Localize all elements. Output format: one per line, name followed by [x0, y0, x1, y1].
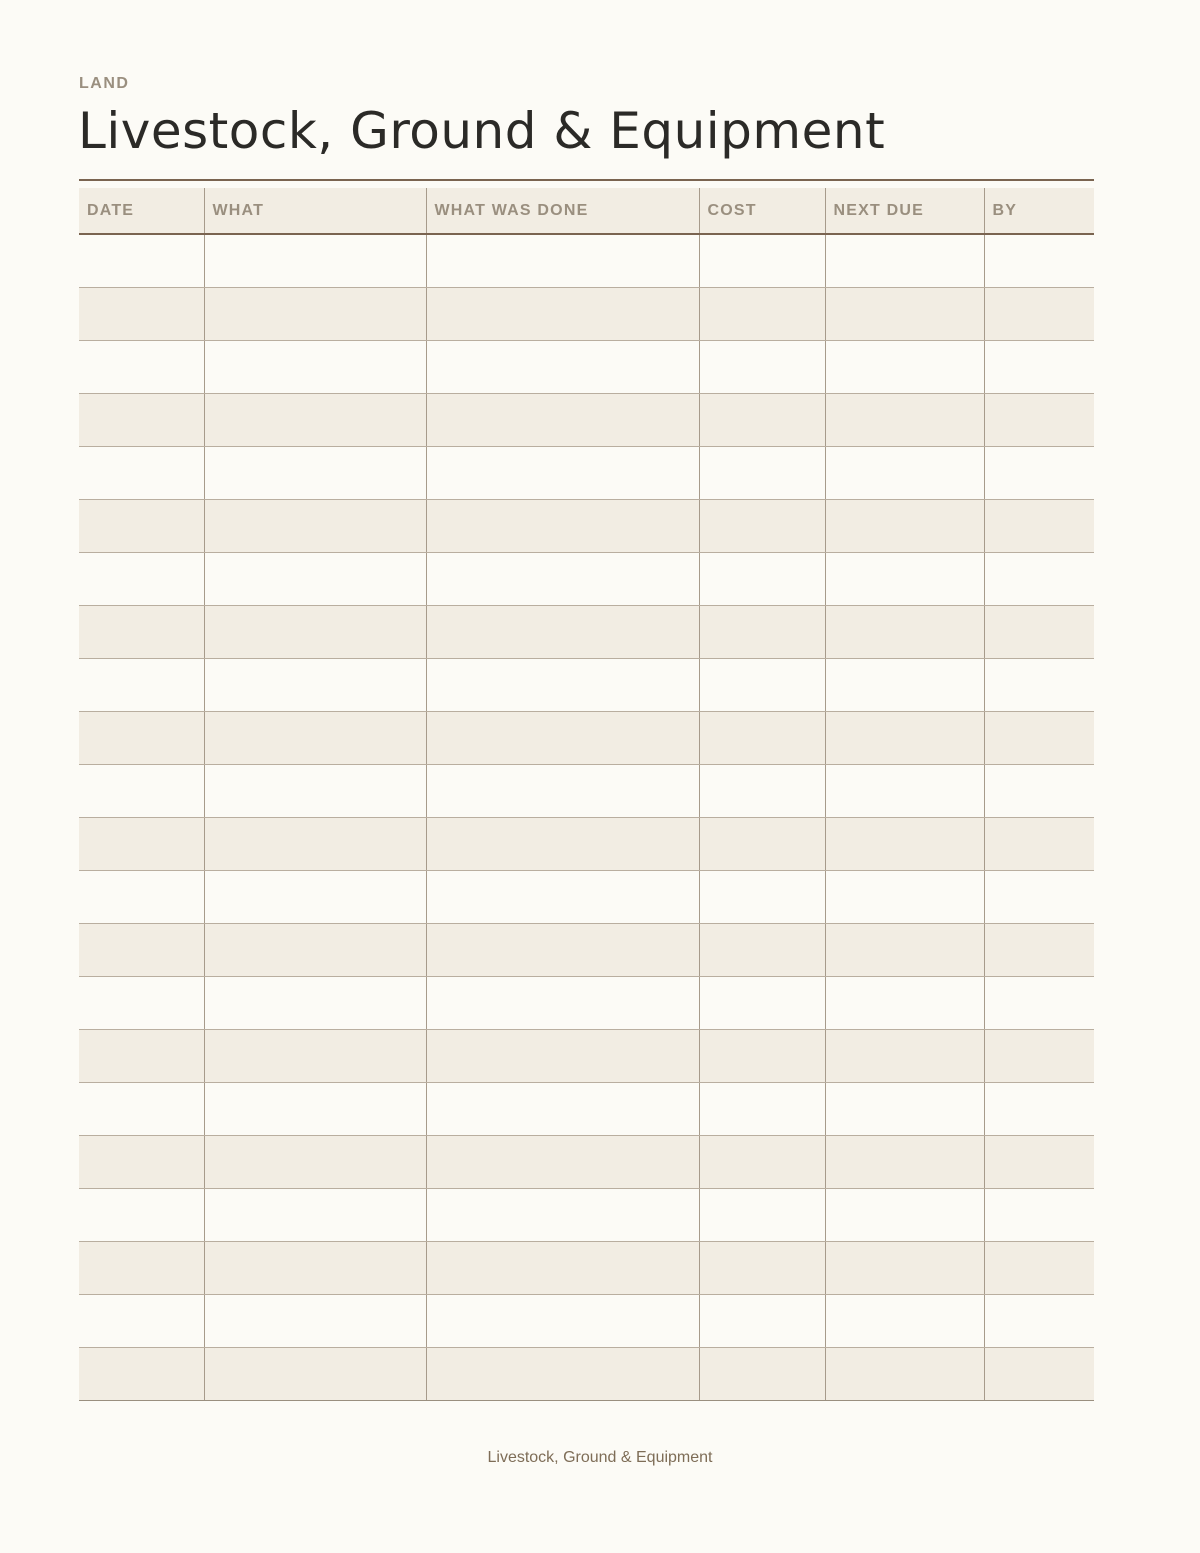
cell-what-was-done[interactable]: [426, 817, 699, 870]
cell-what-was-done[interactable]: [426, 1241, 699, 1294]
cell-date[interactable]: [79, 1029, 204, 1082]
cell-what-was-done[interactable]: [426, 1135, 699, 1188]
table-row: [79, 1082, 1094, 1135]
header-row: [79, 188, 1094, 234]
cell-by[interactable]: [984, 764, 1094, 817]
cell-by[interactable]: [984, 234, 1094, 287]
cell-what[interactable]: [204, 552, 426, 605]
cell-by[interactable]: [984, 711, 1094, 764]
cell-date[interactable]: [79, 446, 204, 499]
cell-next-due[interactable]: [825, 340, 984, 393]
cell-date[interactable]: [79, 605, 204, 658]
column-header-next-due: NEXT DUE: [825, 188, 984, 234]
cell-next-due[interactable]: [825, 234, 984, 287]
cell-date[interactable]: [79, 711, 204, 764]
cell-next-due[interactable]: [825, 1188, 984, 1241]
cell-what-was-done[interactable]: [426, 552, 699, 605]
cell-what-was-done[interactable]: [426, 764, 699, 817]
table-row: [79, 552, 1094, 605]
cell-what[interactable]: [204, 817, 426, 870]
cell-next-due[interactable]: [825, 976, 984, 1029]
cell-what-was-done[interactable]: [426, 340, 699, 393]
table-row: [79, 287, 1094, 340]
table-row: [79, 1347, 1094, 1400]
cell-what-was-done[interactable]: [426, 234, 699, 287]
table-row: [79, 976, 1094, 1029]
cell-by[interactable]: [984, 1241, 1094, 1294]
column-header-date: DATE: [79, 188, 204, 234]
cell-what-was-done[interactable]: [426, 1188, 699, 1241]
cell-what[interactable]: [204, 1294, 426, 1347]
table-row: [79, 1241, 1094, 1294]
cell-next-due[interactable]: [825, 393, 984, 446]
cell-date[interactable]: [79, 658, 204, 711]
table-row: [79, 817, 1094, 870]
cell-cost[interactable]: [699, 976, 825, 1029]
table-row: [79, 499, 1094, 552]
cell-by[interactable]: [984, 552, 1094, 605]
cell-next-due[interactable]: [825, 1347, 984, 1400]
cell-date[interactable]: [79, 1188, 204, 1241]
cell-what-was-done[interactable]: [426, 393, 699, 446]
cell-next-due[interactable]: [825, 923, 984, 976]
cell-by[interactable]: [984, 287, 1094, 340]
cell-next-due[interactable]: [825, 287, 984, 340]
cell-by[interactable]: [984, 499, 1094, 552]
cell-next-due[interactable]: [825, 499, 984, 552]
cell-by[interactable]: [984, 923, 1094, 976]
column-header-by: BY: [984, 188, 1094, 234]
cell-what[interactable]: [204, 340, 426, 393]
cell-cost[interactable]: [699, 287, 825, 340]
cell-what[interactable]: [204, 287, 426, 340]
cell-what-was-done[interactable]: [426, 1294, 699, 1347]
section-label: LAND: [79, 75, 130, 92]
cell-cost[interactable]: [699, 764, 825, 817]
cell-what-was-done[interactable]: [426, 605, 699, 658]
cell-what-was-done[interactable]: [426, 1347, 699, 1400]
cell-what-was-done[interactable]: [426, 870, 699, 923]
cell-date[interactable]: [79, 1241, 204, 1294]
cell-by[interactable]: [984, 817, 1094, 870]
cell-what-was-done[interactable]: [426, 711, 699, 764]
cell-cost[interactable]: [699, 923, 825, 976]
cell-next-due[interactable]: [825, 1029, 984, 1082]
table-row: [79, 1188, 1094, 1241]
cell-date[interactable]: [79, 764, 204, 817]
table-row: [79, 870, 1094, 923]
cell-what[interactable]: [204, 393, 426, 446]
cell-what-was-done[interactable]: [426, 923, 699, 976]
cell-date[interactable]: [79, 1294, 204, 1347]
cell-next-due[interactable]: [825, 552, 984, 605]
table-row: [79, 446, 1094, 499]
cell-what-was-done[interactable]: [426, 446, 699, 499]
table-row: [79, 658, 1094, 711]
cell-what[interactable]: [204, 976, 426, 1029]
cell-next-due[interactable]: [825, 1294, 984, 1347]
cell-cost[interactable]: [699, 1347, 825, 1400]
cell-cost[interactable]: [699, 552, 825, 605]
cell-by[interactable]: [984, 658, 1094, 711]
cell-what[interactable]: [204, 764, 426, 817]
cell-by[interactable]: [984, 1135, 1094, 1188]
cell-what[interactable]: [204, 1241, 426, 1294]
cell-by[interactable]: [984, 1347, 1094, 1400]
cell-what[interactable]: [204, 658, 426, 711]
table-row: [79, 393, 1094, 446]
table-row: [79, 923, 1094, 976]
cell-cost[interactable]: [699, 499, 825, 552]
cell-cost[interactable]: [699, 870, 825, 923]
cell-what-was-done[interactable]: [426, 1082, 699, 1135]
cell-by[interactable]: [984, 1188, 1094, 1241]
cell-next-due[interactable]: [825, 1135, 984, 1188]
cell-next-due[interactable]: [825, 605, 984, 658]
table-row: [79, 234, 1094, 287]
page-title: Livestock, Ground & Equipment: [78, 102, 886, 160]
table-row: [79, 1029, 1094, 1082]
cell-date[interactable]: [79, 923, 204, 976]
cell-next-due[interactable]: [825, 446, 984, 499]
cell-cost[interactable]: [699, 1082, 825, 1135]
footer-title: Livestock, Ground & Equipment: [487, 1449, 713, 1466]
cell-cost[interactable]: [699, 658, 825, 711]
cell-what[interactable]: [204, 1135, 426, 1188]
cell-what[interactable]: [204, 923, 426, 976]
cell-by[interactable]: [984, 446, 1094, 499]
cell-next-due[interactable]: [825, 711, 984, 764]
cell-next-due[interactable]: [825, 1241, 984, 1294]
cell-what-was-done[interactable]: [426, 287, 699, 340]
table-row: [79, 1294, 1094, 1347]
cell-by[interactable]: [984, 1082, 1094, 1135]
cell-cost[interactable]: [699, 1029, 825, 1082]
cell-what-was-done[interactable]: [426, 658, 699, 711]
cell-cost[interactable]: [699, 446, 825, 499]
cell-what[interactable]: [204, 605, 426, 658]
cell-cost[interactable]: [699, 393, 825, 446]
cell-cost[interactable]: [699, 817, 825, 870]
cell-date[interactable]: [79, 870, 204, 923]
cell-what[interactable]: [204, 499, 426, 552]
cell-cost[interactable]: [699, 340, 825, 393]
cell-next-due[interactable]: [825, 764, 984, 817]
cell-what-was-done[interactable]: [426, 976, 699, 1029]
cell-date[interactable]: [79, 340, 204, 393]
cell-date[interactable]: [79, 1135, 204, 1188]
cell-by[interactable]: [984, 1029, 1094, 1082]
cell-date[interactable]: [79, 1347, 204, 1400]
column-header-cost: COST: [699, 188, 825, 234]
cell-next-due[interactable]: [825, 870, 984, 923]
cell-cost[interactable]: [699, 711, 825, 764]
cell-what[interactable]: [204, 1347, 426, 1400]
cell-cost[interactable]: [699, 234, 825, 287]
column-header-what: WHAT: [204, 188, 426, 234]
cell-date[interactable]: [79, 287, 204, 340]
cell-date[interactable]: [79, 1082, 204, 1135]
cell-cost[interactable]: [699, 1241, 825, 1294]
cell-what[interactable]: [204, 234, 426, 287]
cell-by[interactable]: [984, 870, 1094, 923]
cell-what-was-done[interactable]: [426, 1029, 699, 1082]
cell-what[interactable]: [204, 1082, 426, 1135]
log-body: [79, 234, 1094, 1400]
cell-what[interactable]: [204, 446, 426, 499]
cell-by[interactable]: [984, 605, 1094, 658]
cell-what[interactable]: [204, 711, 426, 764]
cell-by[interactable]: [984, 976, 1094, 1029]
cell-by[interactable]: [984, 393, 1094, 446]
cell-what-was-done[interactable]: [426, 499, 699, 552]
cell-what[interactable]: [204, 1029, 426, 1082]
cell-next-due[interactable]: [825, 658, 984, 711]
cell-cost[interactable]: [699, 605, 825, 658]
cell-date[interactable]: [79, 393, 204, 446]
title-rule: [79, 179, 1094, 181]
cell-date[interactable]: [79, 976, 204, 1029]
cell-date[interactable]: [79, 499, 204, 552]
cell-cost[interactable]: [699, 1294, 825, 1347]
table-row: [79, 1135, 1094, 1188]
cell-date[interactable]: [79, 234, 204, 287]
cell-by[interactable]: [984, 340, 1094, 393]
cell-what[interactable]: [204, 870, 426, 923]
table-row: [79, 340, 1094, 393]
cell-cost[interactable]: [699, 1188, 825, 1241]
cell-cost[interactable]: [699, 1135, 825, 1188]
cell-date[interactable]: [79, 552, 204, 605]
cell-next-due[interactable]: [825, 817, 984, 870]
table-row: [79, 605, 1094, 658]
cell-what[interactable]: [204, 1188, 426, 1241]
log-table: [79, 188, 1094, 1401]
column-header-what-was-done: WHAT WAS DONE: [426, 188, 699, 234]
cell-by[interactable]: [984, 1294, 1094, 1347]
cell-next-due[interactable]: [825, 1082, 984, 1135]
cell-date[interactable]: [79, 817, 204, 870]
table-row: [79, 711, 1094, 764]
table-row: [79, 764, 1094, 817]
